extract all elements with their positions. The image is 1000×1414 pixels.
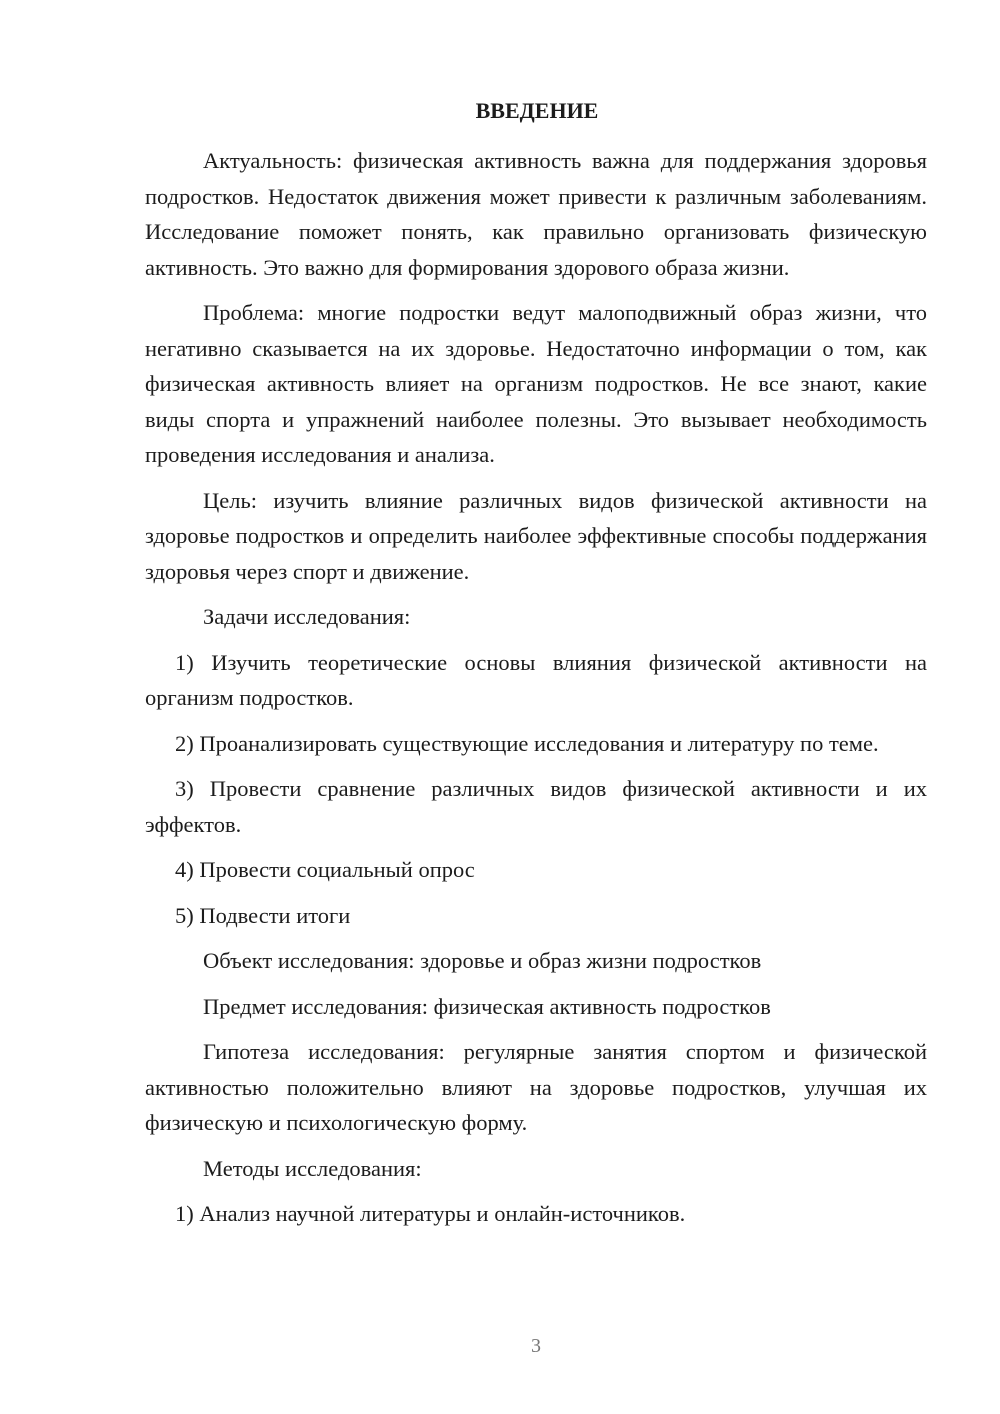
goal-paragraph: Цель: изучить влияние различных видов физической активности на здоровье подростков и определить наиболее эффективные способы поддержания здоровья через спорт и движение. [145, 487, 927, 584]
page-number: 3 [531, 1335, 541, 1357]
task-item: 2) Проанализировать существующие исследования и литературу по теме. [175, 730, 879, 756]
document-page [145, 96, 927, 1242]
task-item: 4) Провести социальный опрос [175, 857, 475, 882]
task-item: 3) Провести сравнение различных видов физической активности и их эффектов. [145, 776, 927, 837]
object-paragraph: Объект исследования: здоровье и образ жизни подростков [203, 948, 762, 973]
subject-paragraph: Предмет исследования: физическая активность подростков [203, 993, 771, 1019]
relevance-paragraph: Актуальность: физическая активность важна для поддержания здоровья подростков. Недостаток движения может привести к различным заболеваниям. Исследование поможет понять, как правильно организовать физическую активность. Это важно для формирования здорового образа жизни. [145, 148, 927, 280]
page-title: ВВЕДЕНИЕ [475, 98, 599, 123]
hypothesis-paragraph: Гипотеза исследования: регулярные занятия спортом и физической активностью положительно влияют на здоровье подростков, улучшая их физическую и психологическую форму. [145, 1039, 927, 1135]
task-item: 1) Изучить теоретические основы влияния физической активности на организм подростков. [145, 649, 927, 710]
problem-paragraph: Проблема: многие подростки ведут малоподвижный образ жизни, что негативно сказывается на их здоровье. Недостаточно информации о том, как физическая активность влияет на организм подростков. Не все знают, какие виды спорта и упражнений наиболее полезны. Это вызывает необходимость проведения исследования и анализа. [145, 300, 927, 467]
method-item: 1) Анализ научной литературы и онлайн-источников. [175, 1201, 686, 1226]
task-item: 5) Подвести итоги [175, 902, 351, 928]
tasks-heading: Задачи исследования: [203, 604, 411, 629]
methods-heading: Методы исследования: [203, 1155, 422, 1181]
